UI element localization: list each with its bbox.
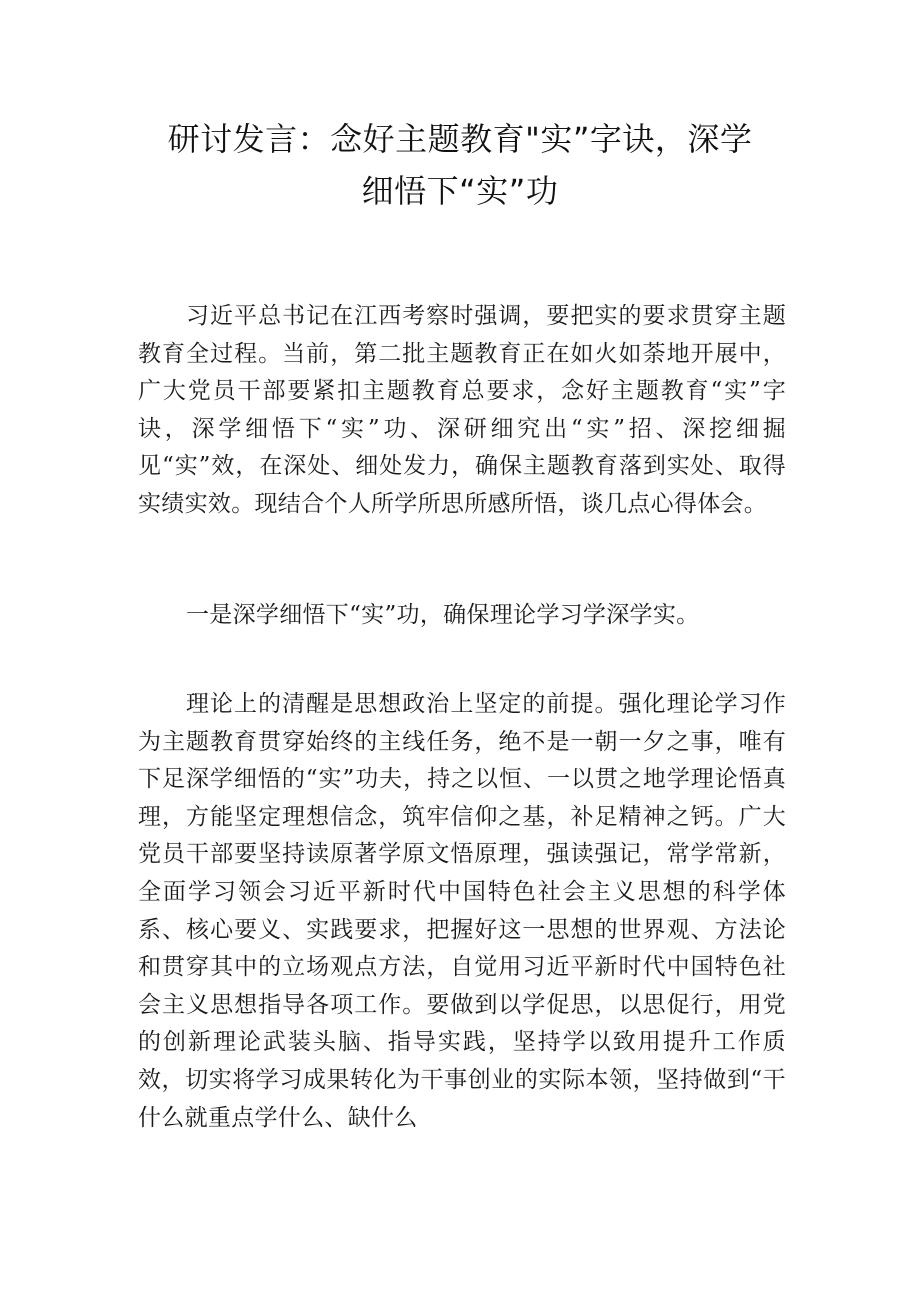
title-line-2: 细悟下“实”功 (361, 172, 559, 210)
paragraph-section-heading: 一是深学细悟下“实”功，确保理论学习学深学实。 (186, 602, 700, 628)
paragraph-theory-study: 理论上的清醒是思想政治上坚定的前提。强化理论学习作为主题教育贯穿始终的主线任务，绝不是一朝一夕之事，唯有下足深学细悟的“实”功夫，持之以恒、一以贯之地学理论悟真理，方能坚定理想信念，筑牢信仰之基，补足精神之钙。广大党员干部要坚持读原著学原文悟原理，强读强记，常学常新，全面学习领会习近平新时代中国特色社会主义思想的科学体系、核心要义、实践要求，把握好这一思想的世界观、方法论和贯穿其中的立场观点方法，自觉用习近平新时代中国特色社会主义思想指导各项工作。要做到以学促思，以思促行，用党的创新理论武装头脑、指导实践，坚持学以致用提升工作质效，切实将学习成果转化为干事创业的实际本领，坚持做到“干什么就重点学什么、缺什么 (138, 691, 786, 1131)
title-line-1: 研讨发言：念好主题教育"实”字诀，深学 (167, 120, 753, 158)
document-title (100, 113, 820, 217)
paragraph-intro: 习近平总书记在江西考察时强调，要把实的要求贯穿主题教育全过程。当前，第二批主题教育正在如火如荼地开展中，广大党员干部要紧扣主题教育总要求，念好主题教育“实”字诀，深学细悟下“实”功、深研细究出“实”招、深挖细掘见“实”效，在深处、细处发力，确保主题教育落到实处、取得实绩实效。现结合个人所学所思所感所悟，谈几点心得体会。 (138, 303, 786, 517)
